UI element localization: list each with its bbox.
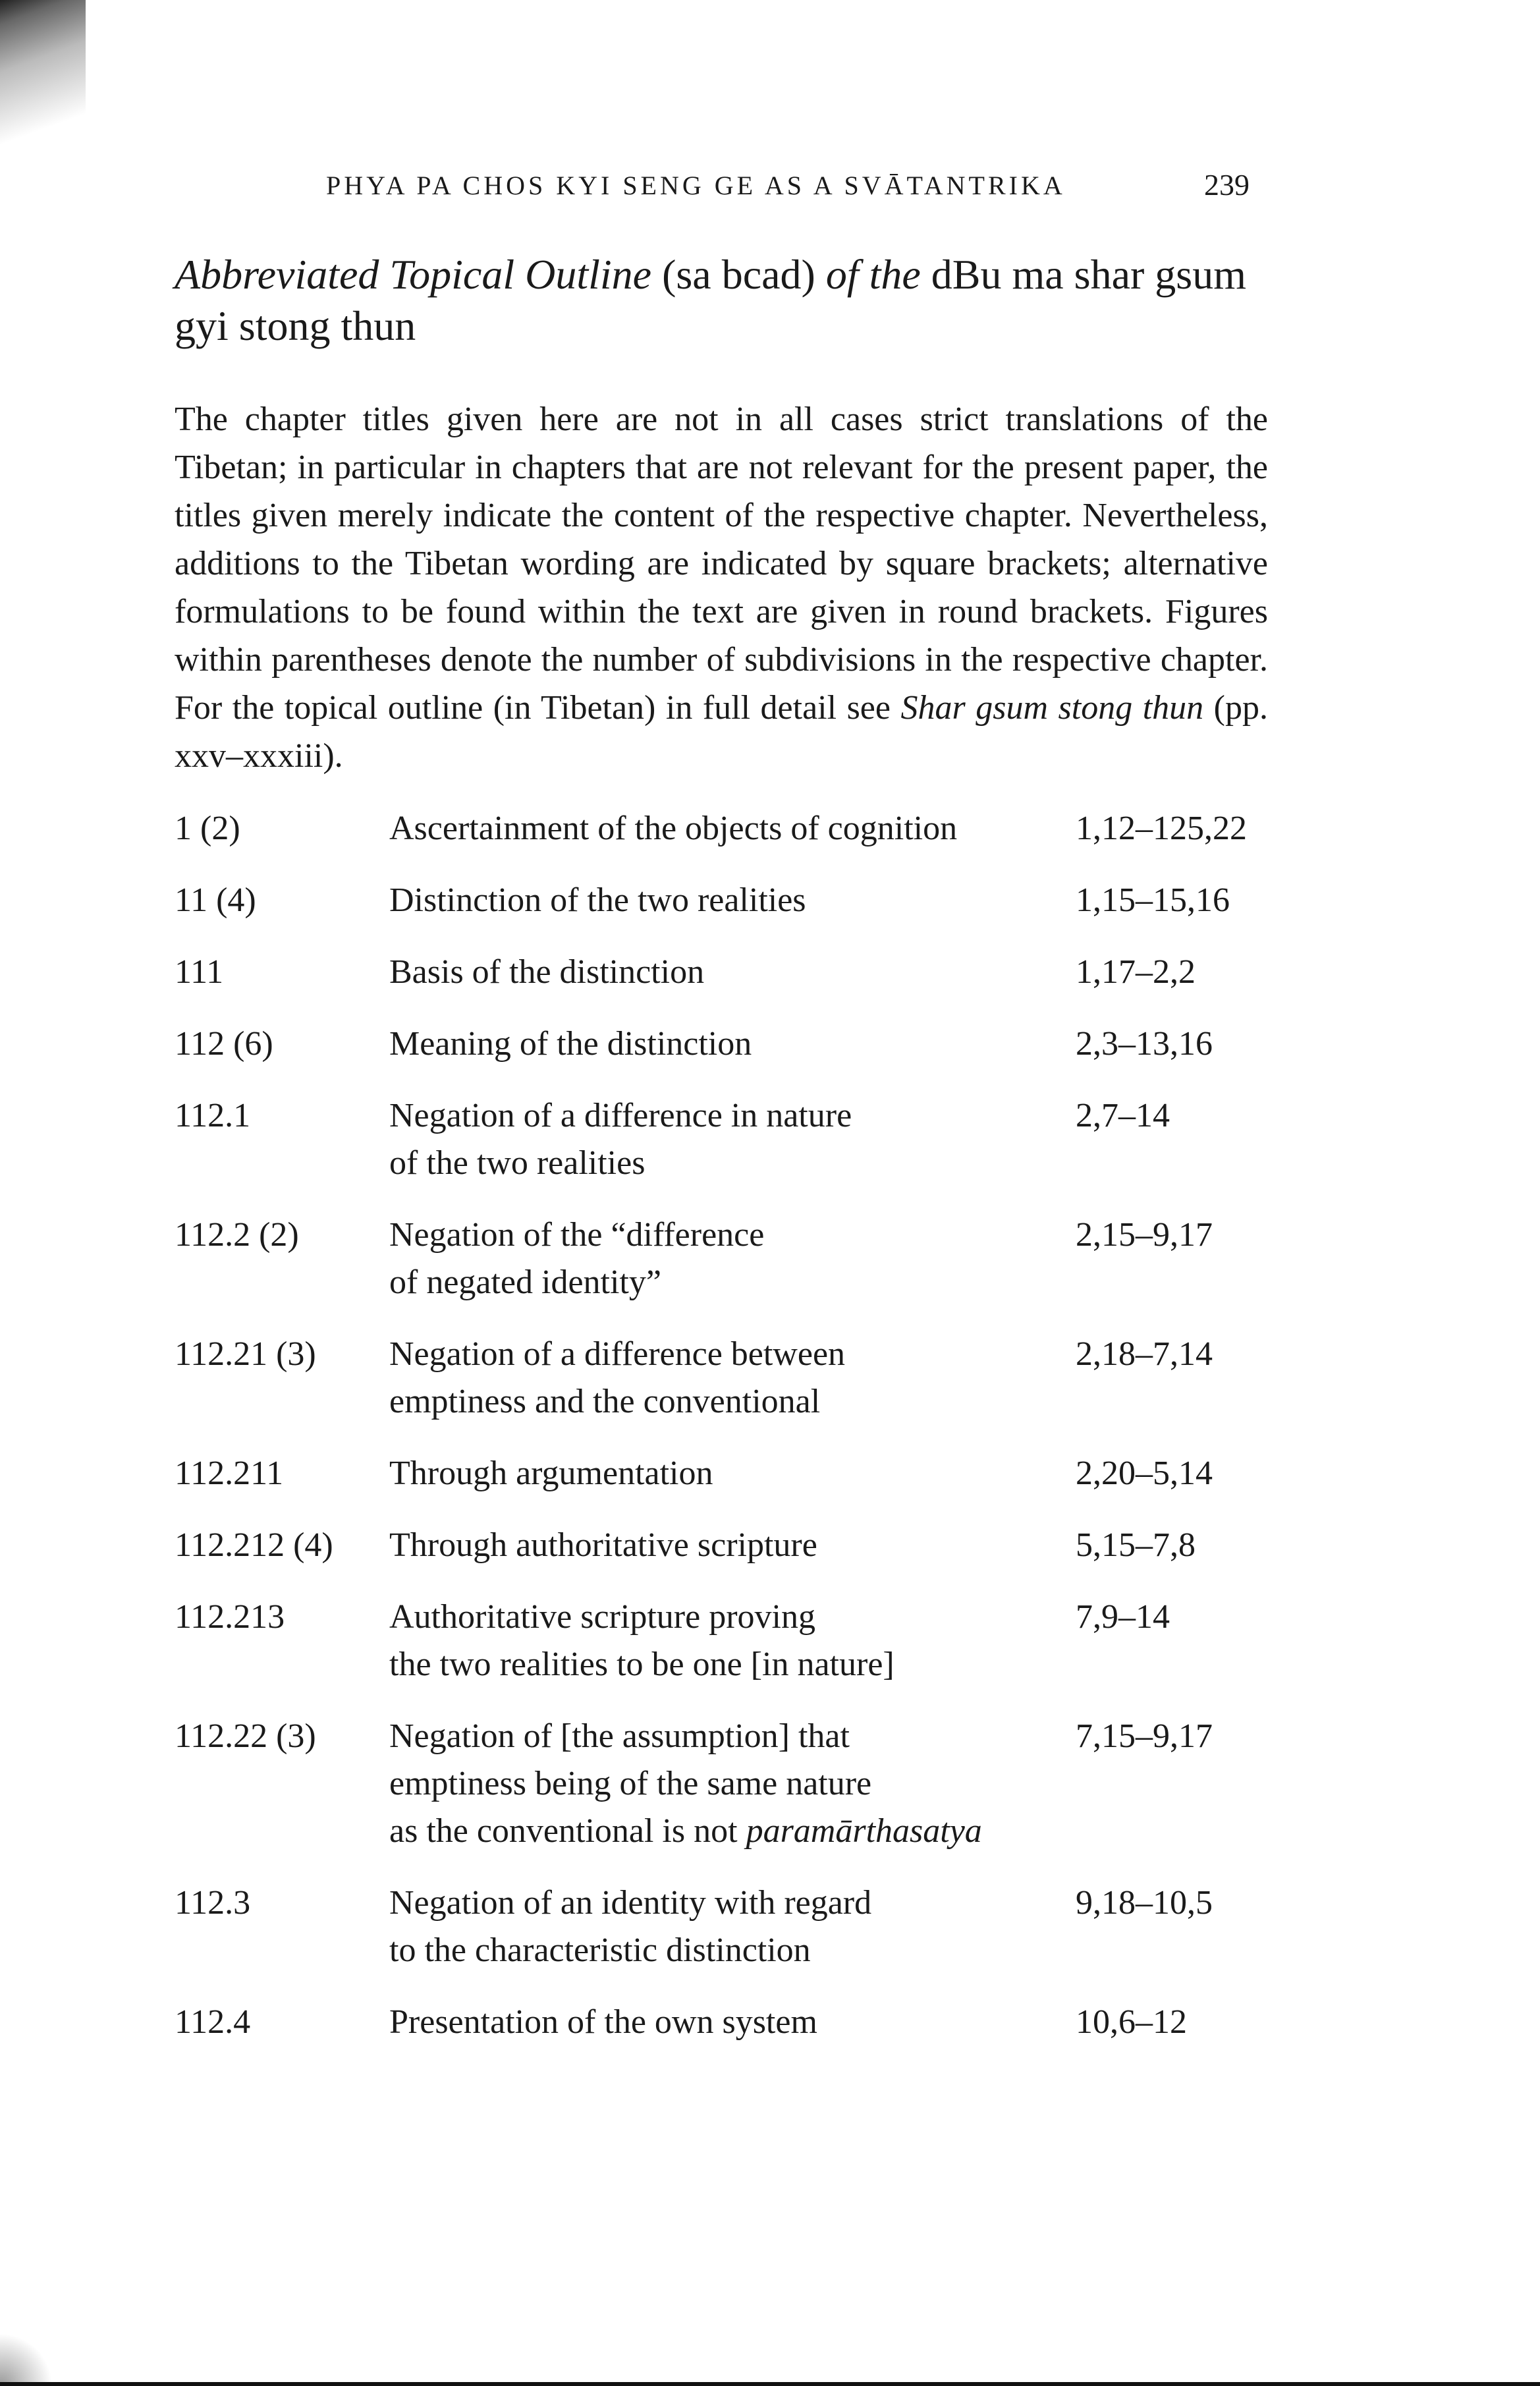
outline-title-line	[389, 1641, 1076, 1688]
title-roman-1: (sa bcad)	[651, 251, 826, 298]
intro-ref-italic: Shar gsum stong thun	[900, 689, 1204, 727]
outline-page-reference: 1,17–2,2	[1076, 953, 1196, 991]
outline-number: 112.212 (4)	[175, 1526, 333, 1564]
outline-page-reference: 10,6–12	[1076, 2003, 1187, 2041]
title-italic-2: of the	[825, 251, 921, 298]
outline-title-line	[389, 1211, 1076, 1259]
outline-number: 112.21 (3)	[175, 1335, 316, 1373]
outline-row	[175, 805, 1268, 852]
outline-title-line	[389, 1331, 1076, 1378]
outline-title-text: of the two realities	[389, 1144, 646, 1182]
outline-row	[175, 1713, 1268, 1855]
outline-page-reference: 2,20–5,14	[1076, 1455, 1213, 1492]
outline-number: 112.213	[175, 1598, 285, 1636]
outline-title-line	[389, 877, 1076, 924]
outline-title	[389, 1331, 1076, 1426]
outline-title-line	[389, 1140, 1076, 1187]
outline-number: 112 (6)	[175, 1025, 273, 1063]
outline-page-reference: 9,18–10,5	[1076, 1884, 1213, 1922]
outline-number: 112.2 (2)	[175, 1216, 299, 1254]
outline-number: 1 (2)	[175, 810, 240, 847]
outline-number: 11 (4)	[175, 881, 256, 919]
outline-row	[175, 1594, 1268, 1688]
outline-title-text: Negation of [the assumption] that	[389, 1717, 850, 1755]
outline-title	[389, 1211, 1076, 1306]
running-head: PHYA PA CHOS KYI SENG GE AS A SVĀTANTRIKA	[326, 171, 1066, 200]
outline-page-reference: 7,9–14	[1076, 1598, 1170, 1636]
outline-title-text: Meaning of the distinction	[389, 1025, 752, 1063]
outline-title-line	[389, 805, 1076, 852]
outline-title-text: Basis of the distinction	[389, 953, 705, 991]
outline-page-reference: 2,18–7,14	[1076, 1335, 1213, 1373]
outline-title-italic: paramārthasatya	[746, 1812, 982, 1850]
page-number: 239	[1204, 168, 1250, 202]
section-title	[175, 249, 1268, 352]
outline-title-text: of negated identity”	[389, 1263, 661, 1301]
outline-number: 112.4	[175, 2003, 251, 2041]
outline-title	[389, 1522, 1076, 1569]
outline-row	[175, 1020, 1268, 1068]
outline-title	[389, 949, 1076, 996]
outline-title-text: the two realities to be one [in nature]	[389, 1646, 894, 1683]
outline-row	[175, 1092, 1268, 1187]
outline-title-line	[389, 1259, 1076, 1306]
outline-title-text: emptiness and the conventional	[389, 1383, 821, 1420]
topical-outline	[175, 805, 1268, 2070]
intro-text: The chapter titles given here are not in all cases strict translations of the Tibetan; in particular in chapters that are not relevant for the present paper, the titles given merely indicate the content of the respective chapter. Nevertheless, additions to the Tibetan wording are indicated by square brackets; alternative formulations to be found within the text are given in round brackets. Figures within parentheses denote the number of subdivisions in the respective chapter. For the topical outline (in Tibetan) in full detail see	[175, 401, 1268, 727]
outline-title-text: to the characteristic distinction	[389, 1931, 811, 1969]
outline-title-text: as the conventional is not	[389, 1812, 746, 1850]
outline-page-reference: 7,15–9,17	[1076, 1717, 1213, 1755]
outline-row	[175, 1211, 1268, 1306]
outline-title-text: emptiness being of the same nature	[389, 1765, 872, 1802]
outline-title	[389, 1999, 1076, 2046]
outline-title-line	[389, 1092, 1076, 1140]
scan-shadow	[0, 0, 86, 211]
outline-title-line	[389, 1808, 1076, 1855]
outline-title-line	[389, 1522, 1076, 1569]
outline-row	[175, 1522, 1268, 1569]
outline-title-text: Negation of a difference in nature	[389, 1097, 852, 1134]
outline-title	[389, 1713, 1076, 1855]
outline-page-reference: 2,3–13,16	[1076, 1025, 1213, 1063]
outline-title	[389, 805, 1076, 852]
title-roman-2: dBu ma shar gsum gyi stong thun	[175, 251, 1246, 349]
outline-title-text: Negation of an identity with regard	[389, 1884, 872, 1922]
outline-title-text: Presentation of the own system	[389, 2003, 817, 2041]
outline-title-line	[389, 1879, 1076, 1927]
title-italic-1: Abbreviated Topical Outline	[175, 251, 652, 298]
intro-ref-tail: (pp. xxv–xxxiii).	[175, 689, 1268, 775]
outline-page-reference: 5,15–7,8	[1076, 1526, 1196, 1564]
outline-title-text: Distinction of the two realities	[389, 881, 806, 919]
outline-title	[389, 877, 1076, 924]
outline-number: 112.1	[175, 1097, 251, 1134]
outline-title-text: Negation of a difference between	[389, 1335, 846, 1373]
outline-row	[175, 1879, 1268, 1974]
outline-title-line	[389, 1020, 1076, 1068]
outline-page-reference: 1,12–125,22	[1076, 810, 1247, 847]
outline-number: 112.22 (3)	[175, 1717, 316, 1755]
outline-title-text: Through argumentation	[389, 1455, 713, 1492]
outline-title-text: Negation of the “difference	[389, 1216, 765, 1254]
outline-number: 112.3	[175, 1884, 251, 1922]
outline-title-line	[389, 1713, 1076, 1760]
outline-title-text: Authoritative scripture proving	[389, 1598, 815, 1636]
outline-title-text: Ascertainment of the objects of cognition	[389, 810, 958, 847]
outline-title-text: Through authoritative scripture	[389, 1526, 817, 1564]
intro-paragraph	[175, 395, 1268, 780]
outline-title	[389, 1450, 1076, 1497]
outline-number: 112.211	[175, 1455, 284, 1492]
outline-title-line	[389, 1594, 1076, 1641]
outline-title-line	[389, 1760, 1076, 1808]
outline-row	[175, 1999, 1268, 2046]
outline-title	[389, 1020, 1076, 1068]
outline-title	[389, 1879, 1076, 1974]
outline-title-line	[389, 1927, 1076, 1974]
outline-number: 111	[175, 953, 224, 991]
outline-title-line	[389, 949, 1076, 996]
scan-shadow-bottom	[0, 2333, 53, 2386]
outline-title-line	[389, 1999, 1076, 2046]
outline-row	[175, 949, 1268, 996]
outline-row	[175, 877, 1268, 924]
outline-page-reference: 1,15–15,16	[1076, 881, 1230, 919]
outline-title-line	[389, 1450, 1076, 1497]
outline-page-reference: 2,7–14	[1076, 1097, 1170, 1134]
outline-row	[175, 1450, 1268, 1497]
outline-row	[175, 1331, 1268, 1426]
outline-title	[389, 1594, 1076, 1688]
outline-page-reference: 2,15–9,17	[1076, 1216, 1213, 1254]
outline-title	[389, 1092, 1076, 1187]
outline-title-line	[389, 1378, 1076, 1426]
scan-edge	[0, 2382, 1540, 2386]
